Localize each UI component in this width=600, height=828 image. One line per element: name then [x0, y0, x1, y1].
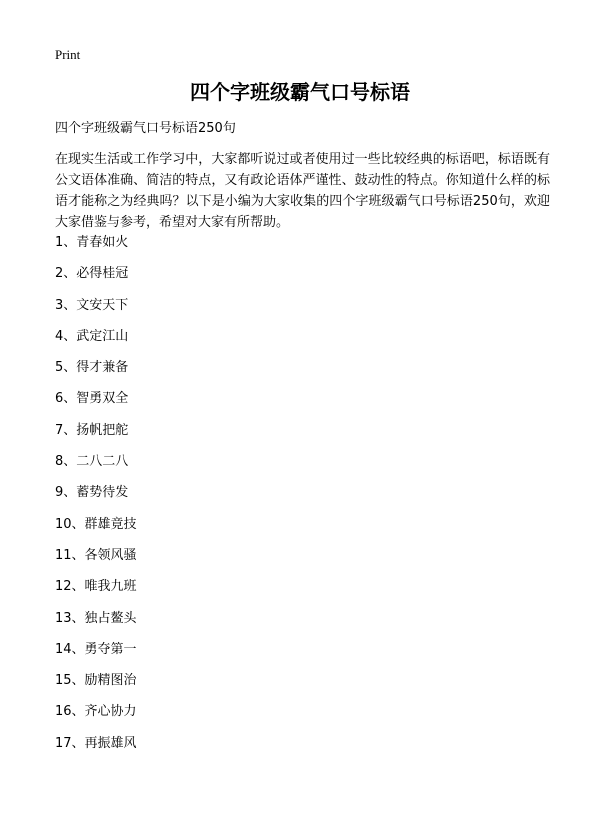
list-item: 8、二八二八 [55, 454, 129, 470]
list-item: 11、各领风骚 [55, 547, 137, 563]
list-item: 5、得才兼备 [55, 360, 129, 376]
list-item: 15、励精图治 [55, 673, 137, 689]
list-item: 10、群雄竟技 [55, 516, 137, 532]
list-item: 1、青春如火 [55, 235, 129, 250]
list-item: 7、扬帆把舵 [55, 422, 129, 438]
list-item: 17、再振雄风 [55, 735, 137, 751]
list-item: 2、必得桂冠 [55, 266, 129, 282]
list-item: 4、武定江山 [55, 328, 129, 344]
list-item: 14、勇夺第一 [55, 641, 137, 657]
slogan-list [55, 234, 137, 766]
list-item: 3、文安天下 [55, 297, 129, 313]
intro-paragraph: 在现实生活或工作学习中，大家都听说过或者使用过一些比较经典的标语吧，标语既有公文语体准确、简洁的特点，又有政论语体严谨性、鼓动性的特点。你知道什么样的标语才能称之为经典吗？以下是小编为大家收集的四个字班级霸气口号标语250句，欢迎大家借鉴与参考，希望对大家有所帮助。 [55, 152, 550, 230]
list-item: 12、唯我九班 [55, 579, 137, 595]
list-item: 16、齐心协力 [55, 704, 137, 720]
list-item: 6、智勇双全 [55, 391, 129, 407]
document-title: 四个字班级霸气口号标语 [190, 80, 410, 104]
list-item: 9、蓄势待发 [55, 485, 129, 501]
list-item: 13、独占鳌头 [55, 610, 137, 626]
document-subtitle: 四个字班级霸气口号标语250句 [55, 121, 236, 136]
print-label: Print [55, 47, 81, 62]
